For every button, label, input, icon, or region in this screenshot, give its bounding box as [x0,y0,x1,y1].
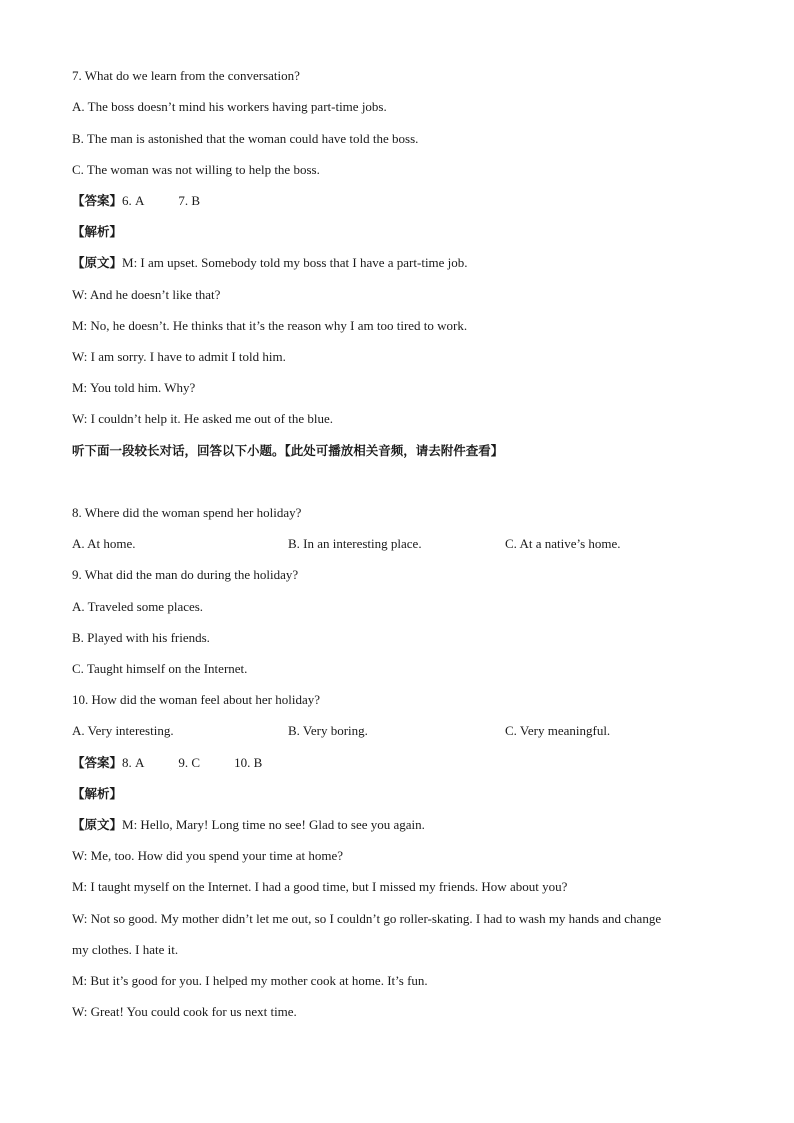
answer-6: 6. A [122,193,145,208]
q7-option-b: B. The man is astonished that the woman could have told the boss. [72,131,419,146]
q8-stem: 8. Where did the woman spend her holiday? [72,505,302,520]
q8-option-a: A. At home. [72,536,136,551]
answer-9: 9. C [178,755,201,770]
transcript-tag: 【原文】 [72,817,123,832]
answer-row-2 [72,754,262,772]
answer-tag: 【答案】 [72,193,123,208]
q7-option-a: A. The boss doesn’t mind his workers having part-time jobs. [72,99,387,114]
q9-option-c: C. Taught himself on the Internet. [72,661,248,676]
q9-option-a: A. Traveled some places. [72,599,204,614]
transcript-text: M: Hello, Mary! Long time no see! Glad to see you again. [122,817,425,832]
transcript-tag: 【原文】 [72,255,123,270]
transcript-1-line-6: W: I couldn’t help it. He asked me out of the blue. [72,411,334,426]
transcript-2-line-2: W: Me, too. How did you spend your time at home? [72,848,344,863]
q10-option-c: C. Very meaningful. [505,723,611,738]
q8-option-b: B. In an interesting place. [288,536,422,551]
analysis-tag-2 [72,785,122,803]
transcript-1-line-4: W: I am sorry. I have to admit I told him. [72,349,286,364]
transcript-2-line-6: M: But it’s good for you. I helped my mother cook at home. It’s fun. [72,973,428,988]
transcript-2-line-5: my clothes. I hate it. [72,942,179,957]
answer-row-1 [72,192,200,210]
transcript-1-line-2: W: And he doesn’t like that? [72,287,221,302]
answer-7: 7. B [178,193,201,208]
answer-tag: 【答案】 [72,755,123,770]
audio-instruction: 听下面一段较长对话，回答以下小题。【此处可播放相关音频，请去附件查看】 [72,443,504,458]
transcript-1-line-1 [72,254,468,272]
transcript-2-line-1 [72,816,425,834]
q9-option-b: B. Played with his friends. [72,630,210,645]
transcript-2-line-7: W: Great! You could cook for us next time. [72,1004,297,1019]
q7-stem: 7. What do we learn from the conversation? [72,68,300,83]
transcript-2-line-3: M: I taught myself on the Internet. I had a good time, but I missed my friends. How about you? [72,879,568,894]
q10-option-a: A. Very interesting. [72,723,174,738]
transcript-2-line-4: W: Not so good. My mother didn’t let me out, so I couldn’t go roller-skating. I had to wash my hands and change [72,911,662,926]
q8-option-c: C. At a native’s home. [505,536,621,551]
transcript-text: M: I am upset. Somebody told my boss that I have a part-time job. [122,255,468,270]
transcript-1-line-5: M: You told him. Why? [72,380,196,395]
transcript-1-line-3: M: No, he doesn’t. He thinks that it’s the reason why I am too tired to work. [72,318,468,333]
analysis-label: 【解析】 [72,224,123,239]
q10-stem: 10. How did the woman feel about her holiday? [72,692,321,707]
analysis-tag-1 [72,223,122,241]
answer-10: 10. B [234,755,263,770]
analysis-label: 【解析】 [72,786,123,801]
q7-option-c: C. The woman was not willing to help the boss. [72,162,320,177]
q10-option-b: B. Very boring. [288,723,368,738]
q9-stem: 9. What did the man do during the holiday? [72,567,299,582]
answer-8: 8. A [122,755,145,770]
